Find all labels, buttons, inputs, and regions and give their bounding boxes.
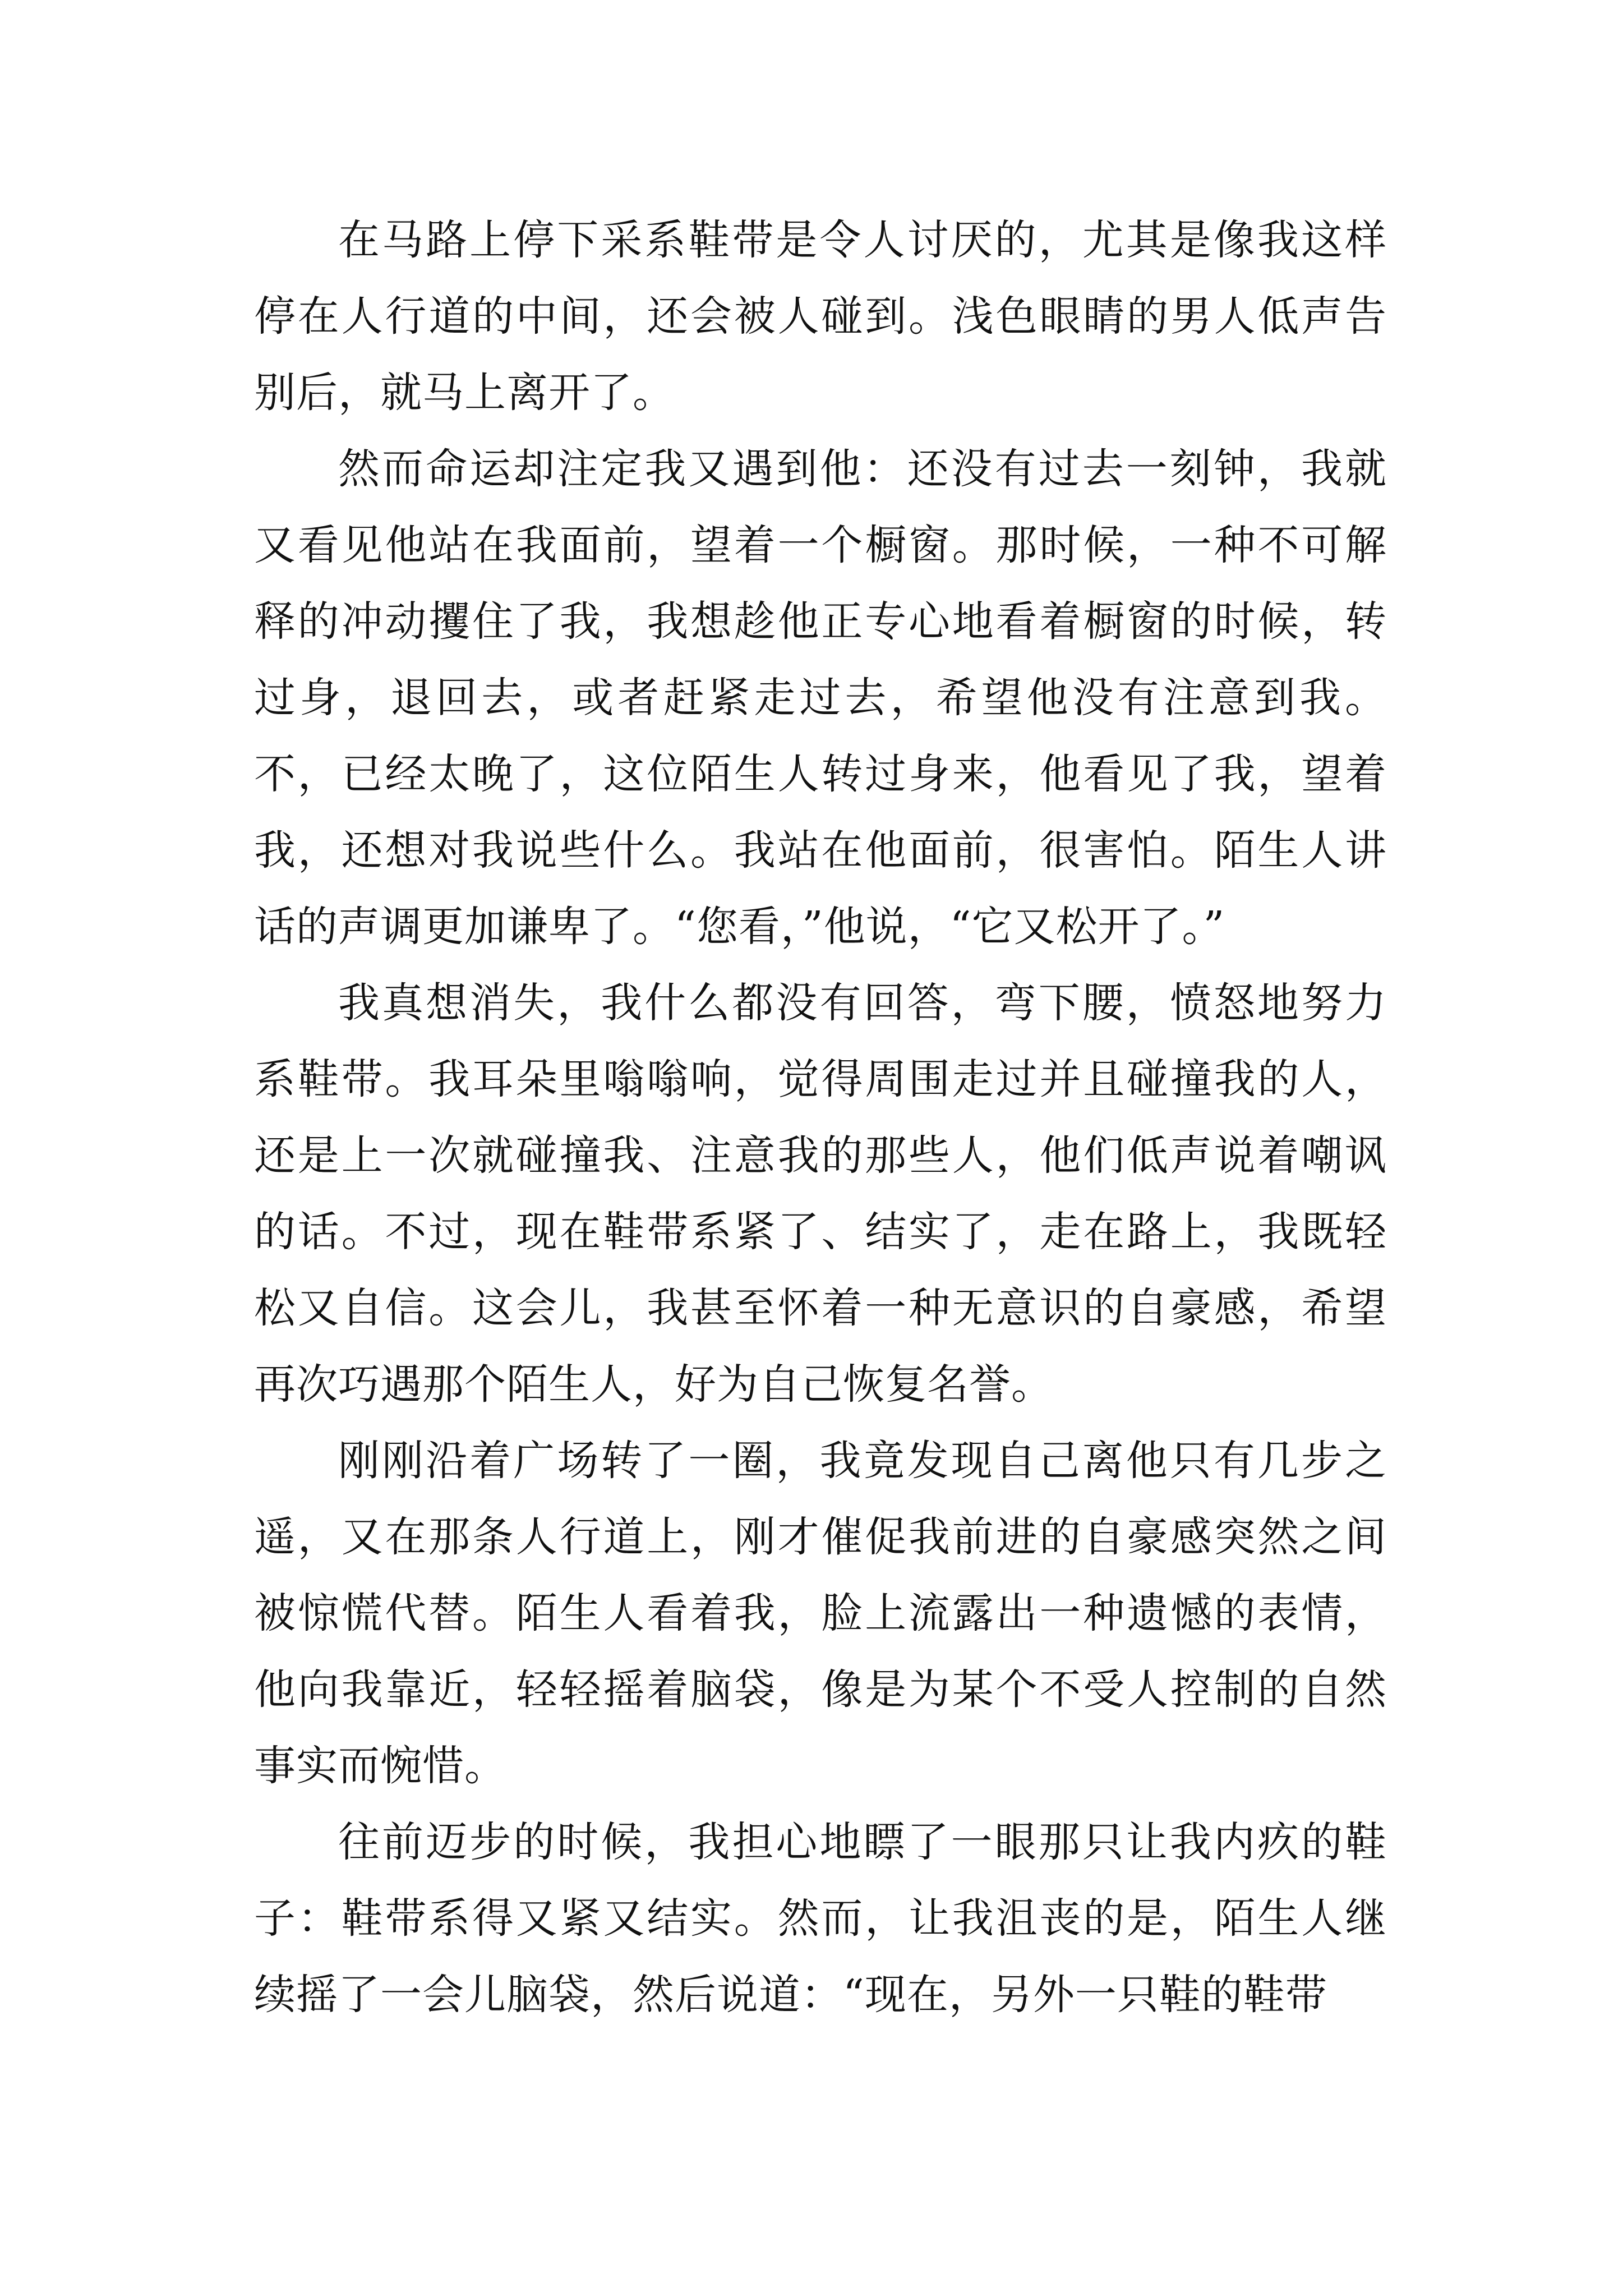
body-text bbox=[254, 202, 1387, 2033]
paragraph: 往前迈步的时候，我担心地瞟了一眼那只让我内疚的鞋子：鞋带系得又紧又结实。然而，让我沮丧的是，陌生人继续摇了一会儿脑袋，然后说道：“现在，另外一只鞋的鞋带 bbox=[254, 1818, 1387, 2019]
paragraph: 然而命运却注定我又遇到他：还没有过去一刻钟，我就又看见他站在我面前，望着一个橱窗。那时候，一种不可解释的冲动攫住了我，我想趁他正专心地看着橱窗的时候，转过身，退回去，或者赶紧走过去，希望他没有注意到我。不，已经太晚了，这位陌生人转过身来，他看见了我，望着我，还想对我说些什么。我站在他面前，很害怕。陌生人讲话的声调更加谦卑了。“您看，”他说，“它又松开了。” bbox=[254, 445, 1387, 951]
paragraph: 我真想消失，我什么都没有回答，弯下腰，愤怒地努力系鞋带。我耳朵里嗡嗡响，觉得周围走过并且碰撞我的人，还是上一次就碰撞我、注意我的那些人，他们低声说着嘲讽的话。不过，现在鞋带系紧了、结实了，走在路上，我既轻松又自信。这会儿，我甚至怀着一种无意识的自豪感，希望再次巧遇那个陌生人，好为自己恢复名誉。 bbox=[254, 979, 1387, 1409]
paragraph: 在马路上停下采系鞋带是令人讨厌的，尤其是像我这样停在人行道的中间，还会被人碰到。浅色眼睛的男人低声告别后，就马上离开了。 bbox=[254, 216, 1387, 417]
paragraph: 刚刚沿着广场转了一圈，我竟发现自己离他只有几步之遥，又在那条人行道上，刚才催促我前进的自豪感突然之间被惊慌代替。陌生人看着我，脸上流露出一种遗憾的表情，他向我靠近，轻轻摇着脑袋，像是为某个不受人控制的自然事实而惋惜。 bbox=[254, 1437, 1387, 1790]
